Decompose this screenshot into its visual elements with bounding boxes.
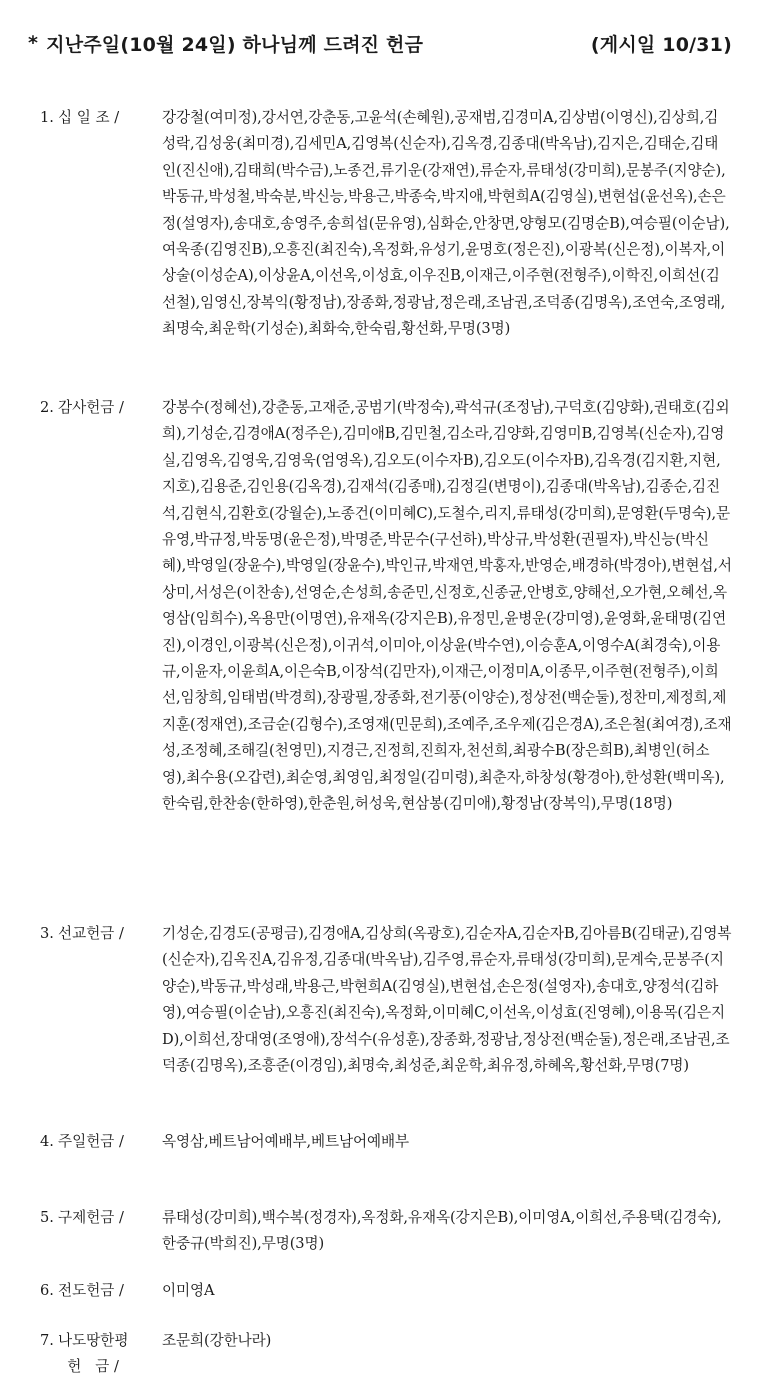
donor-list: 강봉수(정혜선),강춘동,고재준,공범기(박정숙),곽석규(조정남),구덕호(김양화),권태호(김외희),기성순,김경애A(정주은),김미애B,김민철,김소라,김양화,김영미B,김영복(신순자),김영실,김영옥,김영욱,김영욱(엄영옥),김오도(이수자B),김오도(이수자B),김옥경(김지환,지현,지호),김용준,김인용(김옥경),김재석(김종매),김정길(변명이),김종대(박옥남),김종순,김진석,김현식,김환호(강월순),노종건(이미혜C),도철수,리지,류태성(강미희),문영환(두명숙),문유영,박규정,박동명(윤은정),박명준,박문수(구선하),박상규,박성환(권필자),박신능(박신혜),박영일(장윤수),박영일(장윤수),박인규,박재연,박홍자,반영순,배경하(박경아),변현섭,서상미,서성은(이찬송),선영순,손성희,송준민,신정호,신종균,안병호,양해선,오가현,오혜선,옥영삼(임희수),옥용만(이명연),유재옥(강지은B),유정민,윤병운(강미영),윤영화,윤태명(김연진),이경인,이광복(신은정),이귀석,이미아,이상윤(박수연),이승훈A,이영수A(최경숙),이용규,이윤자,이윤희A,이은숙B,이장석(김만자),이재근,이정미A,이종무,이주현(전형주),이희선,임창희,임태범(박경희),장광필,장종화,전기풍(이양순),정상전(백순둘),정찬미,제정희,제지훈(정재연),조금순(김형수),조영재(민문희),조예주,조우제(김은경A),조은철(최여경),조재성,조정혜,조해길(천영민),지경근,진정희,진희자,천선희,최광수B(장은희B),최병인(허소영),최수용(오갑련),최순영,최영임,최정일(김미령),최춘자,하창성(황경아),한성환(백미옥),한숙림,한찬송(한하영),한춘원,허성욱,현삼봉(김미애),황정남(장복익),무명(18명) [162, 399, 732, 813]
donor-list: 기성순,김경도(공평금),김경애A,김상희(옥광호),김순자A,김순자B,김아름B(김태균),김영복(신순자),김옥진A,김유정,김종대(박옥남),김주영,류순자,류태성(강미희),문계숙,문봉주(지양순),박동규,박성래,박용근,박현희A(김영실),변현섭,손은정(설영자),송대호,양정석(김하영),여승필(이순남),오흥진(최진숙),옥정화,이미혜C,이선옥,이성효(진영혜),이용목(김은지D),이희선,장대영(조영애),장석수(유성훈),장종화,정광남,정상전(백순둘),정은래,조남권,조덕종(김명옥),조흥준(이경임),최명숙,최성준,최운학,최유정,하혜옥,황선화,무명(7명) [162, 925, 732, 1075]
section-label: 선교헌금 / [58, 925, 124, 942]
posted-date: (게시일 10/31) [590, 33, 732, 56]
donor-list: 이미영A [162, 1282, 215, 1299]
bullet-mark: * [28, 32, 39, 54]
page-title: 지난주일(10월 24일) 하나님께 드려진 헌금 [46, 33, 424, 56]
section-label: 구제헌금 / [58, 1209, 124, 1226]
offering-section-relief [40, 1205, 732, 1258]
header-title-group [28, 30, 423, 57]
section-number: 4. [40, 1133, 54, 1150]
offering-section-mission [40, 921, 732, 1079]
offering-section-tithe [40, 105, 732, 343]
section-number: 1. [40, 109, 54, 126]
offering-section-thanksgiving [40, 395, 732, 818]
section-number: 2. [40, 399, 54, 416]
donor-list: 옥영삼,베트남어예배부,베트남어예배부 [162, 1133, 410, 1150]
section-label: 주일헌금 / [58, 1133, 124, 1150]
page-header [28, 28, 732, 58]
section-number: 5. [40, 1209, 54, 1226]
section-label: 감사헌금 / [58, 399, 124, 416]
section-number: 3. [40, 925, 54, 942]
section-label: 십 일 조 / [58, 109, 120, 126]
donor-list: 강강철(여미정),강서연,강춘동,고윤석(손혜원),공재범,김경미A,김상범(이영신),김상희,김성락,김성웅(최미경),김세민A,김영복(신순자),김옥경,김종대(박옥남),김지은,김태순,김태인(진신애),김태희(박수금),노종건,류기운(강재연),류순자,류태성(강미희),문봉주(지양순),박동규,박성철,박숙분,박신능,박용근,박종숙,박지애,박현희A(김영실),변현섭(윤선옥),손은정(설영자),송대호,송영주,송희섭(문유영),심화순,안창면,양형모(김명순B),여승필(이순남),여욱종(김영진B),오흥진(최진숙),옥정화,유성기,윤명호(정은진),이광복(신은정),이복자,이상술(이성순A),이상윤A,이선옥,이성효,이우진B,이재근,이주현(전형주),이학진,이희선(김선철),임영신,장복익(황정남),장종화,정광남,정은래,조남권,조덕종(김명옥),조연숙,조영래,최명숙,최운학(기성순),최화숙,한숙림,황선화,무명(3명) [162, 109, 730, 338]
offering-section-evangelism [40, 1278, 732, 1304]
section-label: 전도헌금 / [58, 1282, 124, 1299]
donor-list: 조문희(강한나라) [162, 1332, 272, 1349]
offering-section-sunday [40, 1129, 732, 1155]
section-number: 7. [40, 1332, 54, 1349]
offering-section-land [40, 1328, 732, 1381]
section-number: 6. [40, 1282, 54, 1299]
section-label: 나도땅한평 헌 금 / [58, 1332, 129, 1376]
donor-list: 류태성(강미희),백수복(정경자),옥정화,유재옥(강지은B),이미영A,이희선,주용택(김경숙),한중규(박희진),무명(3명) [162, 1209, 722, 1253]
